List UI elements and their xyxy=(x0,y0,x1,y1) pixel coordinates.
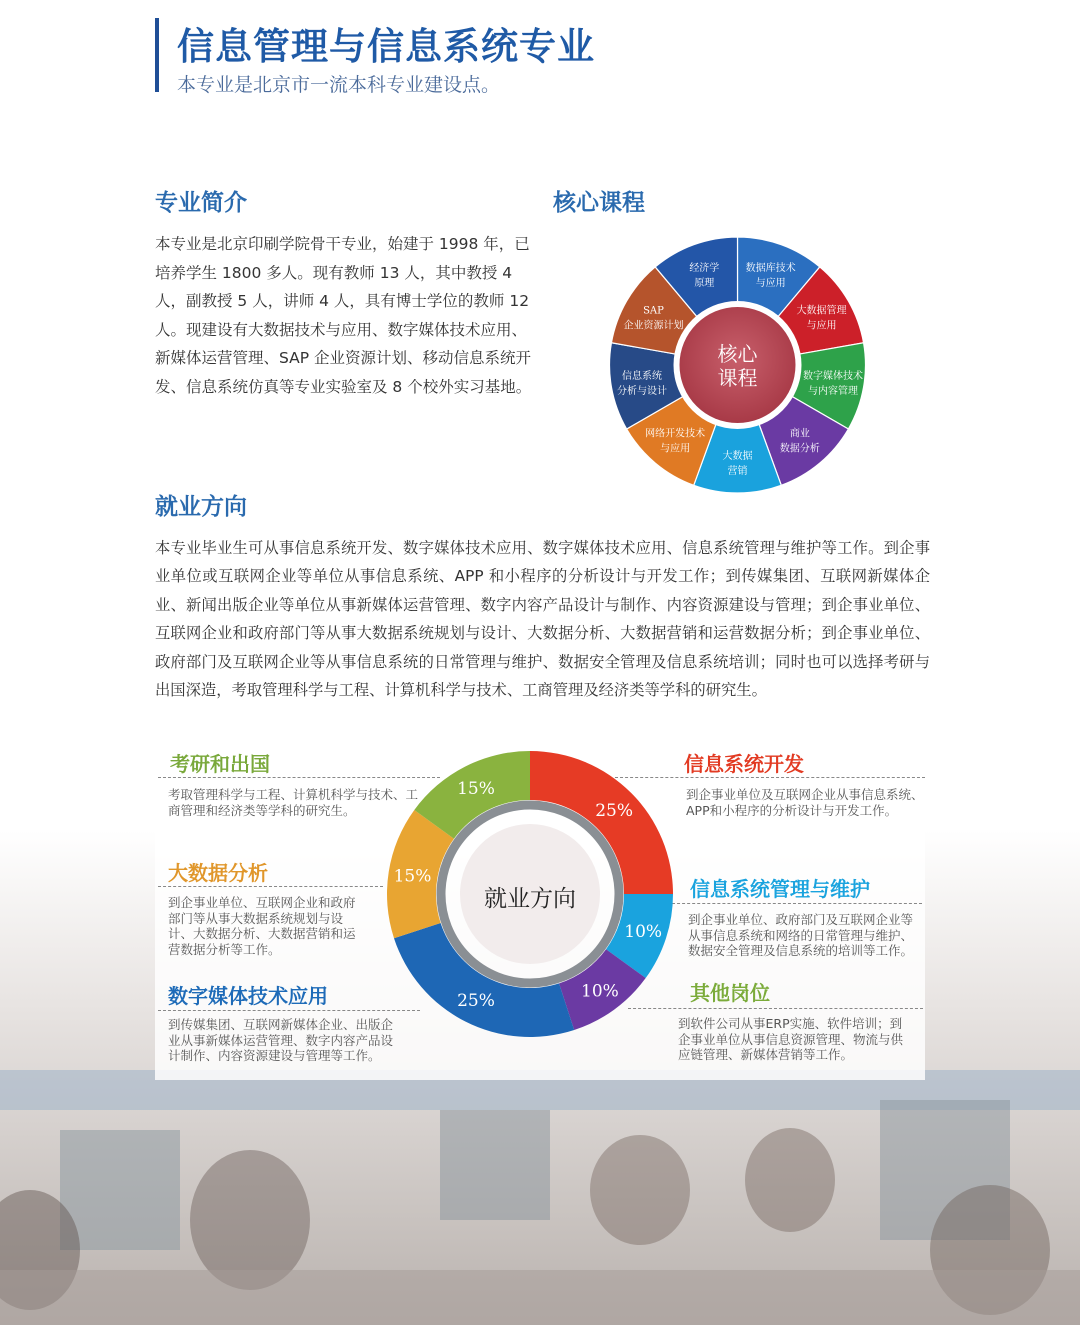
course-label: 大数据 xyxy=(722,451,753,462)
devel-desc: 到企事业单位及互联网企业从事信息系统、APP和小程序的分析设计与开发工作。 xyxy=(686,787,924,818)
donut-value-label: 15% xyxy=(457,778,495,799)
course-label: 企业资源计划 xyxy=(623,320,684,332)
course-label: 营销 xyxy=(727,466,748,477)
core-heading: 核心课程 xyxy=(553,190,645,216)
page-title: 信息管理与信息系统专业 xyxy=(177,25,595,68)
donut-value-label: 15% xyxy=(393,866,432,887)
career-heading: 就业方向 xyxy=(155,494,247,520)
donut-value-label: 25% xyxy=(595,800,634,821)
other-title: 其他岗位 xyxy=(690,981,770,1005)
course-label: 信息系统 xyxy=(621,370,662,382)
header-accent-bar xyxy=(155,18,159,92)
donut-value-label: 10% xyxy=(581,981,619,1002)
core-center-line1: 核心 xyxy=(717,342,758,366)
maint-divider xyxy=(672,903,922,904)
devel-title: 信息系统开发 xyxy=(684,752,804,776)
donut-value-label: 25% xyxy=(457,991,495,1012)
intro-heading: 专业简介 xyxy=(155,190,247,216)
bigdata-divider xyxy=(158,886,383,887)
course-label: 与内容管理 xyxy=(808,385,859,397)
bigdata-desc: 到企事业单位、互联网企业和政府部门等从事大数据系统规划与设计、大数据分析、大数据营销和运营数据分析等工作。 xyxy=(168,895,356,957)
course-label: 与应用 xyxy=(660,443,691,455)
course-label: 数据分析 xyxy=(779,443,820,455)
course-label: SAP xyxy=(643,305,664,317)
kaoyan-title: 考研和出国 xyxy=(170,752,270,776)
other-desc: 到软件公司从事ERP实施、软件培训；到企事业单位从事信息资源管理、物流与供应链管理、新媒体营销等工作。 xyxy=(678,1016,904,1062)
course-label: 大数据管理 xyxy=(796,305,847,317)
core-center-line2: 课程 xyxy=(717,366,758,390)
chart-title: 就业方向 xyxy=(484,886,576,912)
media-desc: 到传媒集团、互联网新媒体企业、出版企业从事新媒体运营管理、数字内容产品设计制作、内容资源建设与管理等工作。 xyxy=(168,1017,394,1063)
maint-title: 信息系统管理与维护 xyxy=(690,877,870,901)
career-donut-chart xyxy=(385,749,675,1039)
course-label: 与应用 xyxy=(755,277,786,289)
course-label: 数字媒体技术 xyxy=(803,370,864,382)
course-label: 分析与设计 xyxy=(616,385,667,397)
career-text: 本专业毕业生可从事信息系统开发、数字媒体技术应用、数字媒体技术应用、信息系统管理与维护等工作。到企事业单位或互联网企业等单位从事信息系统、APP 和小程序的分析设计与开发工作；到传媒集团、互联网新媒体企业、新闻出版企业等单位从事新媒体运营管理、数字内容产品设计与制作、内容资源建设与管理；到企事业单位、互联网企业和政府部门等从事大数据系统规划与设计、大数据分析、大数据营销和运营数据分析；到企事业单位、政府部门及互联网企业等从事信息系统的日常管理与维护、数据安全管理及信息系统培训；同时也可以选择考研与出国深造，考取管理科学与工程、计算机科学与技术、工商管理及经济类等学科的研究生。 xyxy=(155,539,930,700)
media-title: 数字媒体技术应用 xyxy=(168,984,328,1008)
intro-text: 本专业是北京印刷学院骨干专业，始建于 1998 年，已培养学生 1800 多人。现有教师 13 人，其中教授 4 人，副教授 5 人，讲师 4 人，具有博士学位的教师 12 人。现建设有大数据技术与应用、数字媒体技术应用、新媒体运营管理、SAP 企业资源计划、移动信息系统开发、信息系统仿真等专业实验室及 8 个校外实习基地。 xyxy=(155,235,532,396)
bigdata-title: 大数据分析 xyxy=(168,861,268,885)
media-divider xyxy=(158,1010,420,1011)
course-label: 与应用 xyxy=(806,320,837,332)
page-subtitle: 本专业是北京市一流本科专业建设点。 xyxy=(177,74,501,96)
course-label: 网络开发技术 xyxy=(645,428,706,440)
donut-value-label: 10% xyxy=(624,921,663,942)
course-label: 经济学 xyxy=(689,262,720,274)
course-label: 原理 xyxy=(694,277,715,289)
core-course-wheel xyxy=(600,230,875,500)
course-label: 数据库技术 xyxy=(745,262,796,274)
kaoyan-desc: 考取管理科学与工程、计算机科学与技术、工商管理和经济类等学科的研究生。 xyxy=(168,787,419,818)
course-label: 商业 xyxy=(789,428,810,440)
maint-desc: 到企事业单位、政府部门及互联网企业等从事信息系统和网络的日常管理与维护、数据安全管理及信息系统的培训等工作。 xyxy=(688,912,914,958)
